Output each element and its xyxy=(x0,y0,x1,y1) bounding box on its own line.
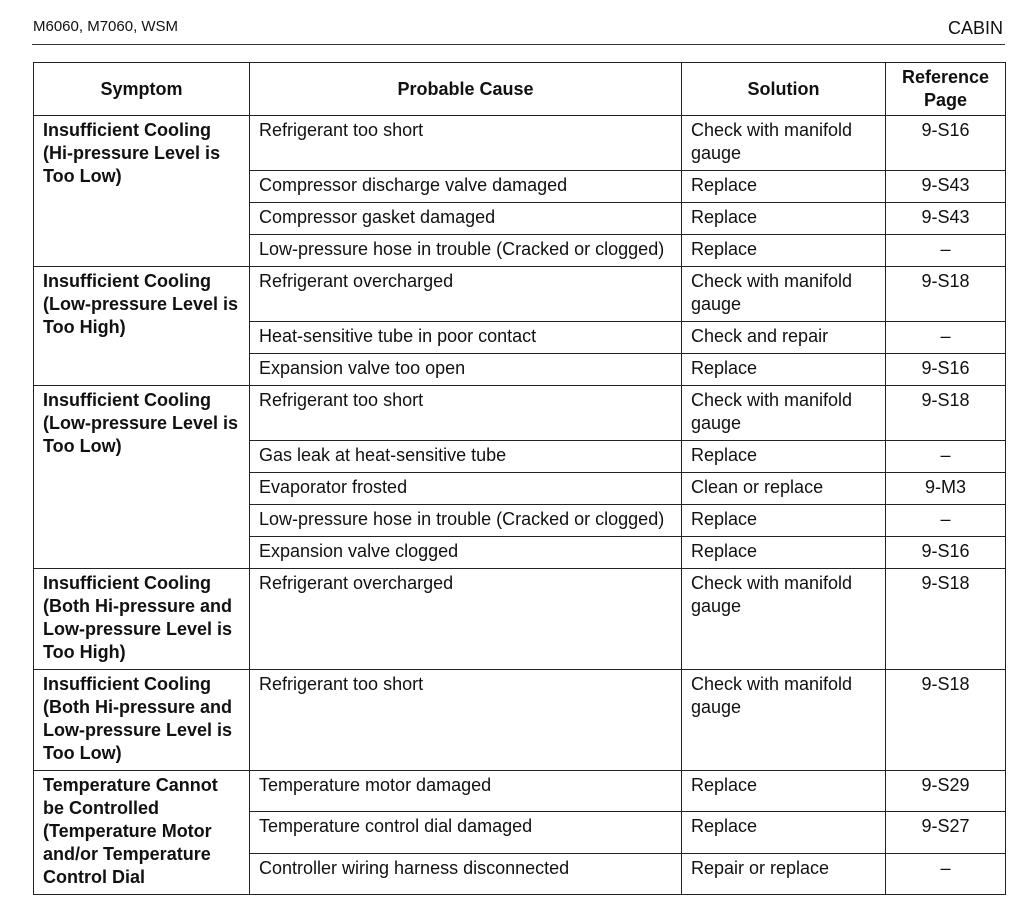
cause-cell: Heat-sensitive tube in poor contact xyxy=(250,322,682,354)
cause-cell: Low-pressure hose in trouble (Cracked or clogged) xyxy=(250,235,682,267)
solution-cell: Check with manifold gauge xyxy=(682,670,886,771)
symptom-cell: Insufficient Cooling (Both Hi-pressure and Low-pressure Level is Too Low) xyxy=(34,670,250,771)
reference-page-cell: 9-S43 xyxy=(886,203,1006,235)
header-divider xyxy=(32,44,1005,45)
reference-page-cell: 9-S16 xyxy=(886,537,1006,569)
solution-cell: Check with manifold gauge xyxy=(682,569,886,670)
cause-cell: Gas leak at heat-sensitive tube xyxy=(250,441,682,473)
cause-cell: Evaporator frosted xyxy=(250,473,682,505)
col-header-reference-page: Reference Page xyxy=(886,63,1006,116)
cause-cell: Refrigerant overcharged xyxy=(250,569,682,670)
reference-page-cell: 9-S18 xyxy=(886,267,1006,322)
solution-cell: Replace xyxy=(682,354,886,386)
symptom-cell: Insufficient Cooling (Hi-pressure Level is Too Low) xyxy=(34,116,250,267)
table-header-row xyxy=(34,63,1006,116)
section-title: CABIN xyxy=(947,18,1003,38)
troubleshooting-table xyxy=(33,62,1006,895)
cause-cell: Refrigerant too short xyxy=(250,116,682,171)
solution-cell: Clean or replace xyxy=(682,473,886,505)
col-header-cause: Probable Cause xyxy=(250,63,682,116)
cause-cell: Refrigerant too short xyxy=(250,386,682,441)
solution-cell: Check and repair xyxy=(682,322,886,354)
solution-cell: Replace xyxy=(682,171,886,203)
reference-page-cell: 9-S27 xyxy=(886,812,1006,853)
symptom-cell: Insufficient Cooling (Low-pressure Level is Too Low) xyxy=(34,386,250,569)
table-row xyxy=(34,386,1006,441)
symptom-cell: Insufficient Cooling (Low-pressure Level is Too High) xyxy=(34,267,250,386)
col-header-symptom: Symptom xyxy=(34,63,250,116)
solution-cell: Check with manifold gauge xyxy=(682,386,886,441)
solution-cell: Replace xyxy=(682,203,886,235)
solution-cell: Replace xyxy=(682,441,886,473)
reference-page-cell: 9-M3 xyxy=(886,473,1006,505)
solution-cell: Check with manifold gauge xyxy=(682,267,886,322)
solution-cell: Check with manifold gauge xyxy=(682,116,886,171)
solution-cell: Replace xyxy=(682,537,886,569)
reference-page-cell: 9-S16 xyxy=(886,354,1006,386)
symptom-cell: Insufficient Cooling (Both Hi-pressure and Low-pressure Level is Too High) xyxy=(34,569,250,670)
solution-cell: Replace xyxy=(682,812,886,853)
reference-page-cell: 9-S18 xyxy=(886,569,1006,670)
solution-cell: Replace xyxy=(682,235,886,267)
table-row xyxy=(34,116,1006,171)
reference-page-cell: 9-S18 xyxy=(886,670,1006,771)
cause-cell: Compressor discharge valve damaged xyxy=(250,171,682,203)
cause-cell: Temperature control dial damaged xyxy=(250,812,682,853)
cause-cell: Expansion valve too open xyxy=(250,354,682,386)
col-header-solution: Solution xyxy=(682,63,886,116)
solution-cell: Replace xyxy=(682,505,886,537)
table-row xyxy=(34,267,1006,322)
reference-page-cell: – xyxy=(886,235,1006,267)
cause-cell: Refrigerant overcharged xyxy=(250,267,682,322)
table-row xyxy=(34,771,1006,812)
cause-cell: Refrigerant too short xyxy=(250,670,682,771)
reference-page-cell: – xyxy=(886,441,1006,473)
reference-page-cell: – xyxy=(886,853,1006,894)
table-row xyxy=(34,670,1006,771)
reference-page-cell: – xyxy=(886,322,1006,354)
reference-page-cell: 9-S16 xyxy=(886,116,1006,171)
cause-cell: Controller wiring harness disconnected xyxy=(250,853,682,894)
symptom-cell: Temperature Cannot be Controlled (Temperature Motor and/or Temperature Control Dial xyxy=(34,771,250,895)
cause-cell: Temperature motor damaged xyxy=(250,771,682,812)
cause-cell: Compressor gasket damaged xyxy=(250,203,682,235)
solution-cell: Repair or replace xyxy=(682,853,886,894)
reference-page-cell: – xyxy=(886,505,1006,537)
manual-model-header: M6060, M7060, WSM xyxy=(33,18,179,35)
solution-cell: Replace xyxy=(682,771,886,812)
reference-page-cell: 9-S18 xyxy=(886,386,1006,441)
table-row xyxy=(34,569,1006,670)
cause-cell: Low-pressure hose in trouble (Cracked or clogged) xyxy=(250,505,682,537)
reference-page-cell: 9-S43 xyxy=(886,171,1006,203)
table-body xyxy=(34,116,1006,895)
reference-page-cell: 9-S29 xyxy=(886,771,1006,812)
cause-cell: Expansion valve clogged xyxy=(250,537,682,569)
